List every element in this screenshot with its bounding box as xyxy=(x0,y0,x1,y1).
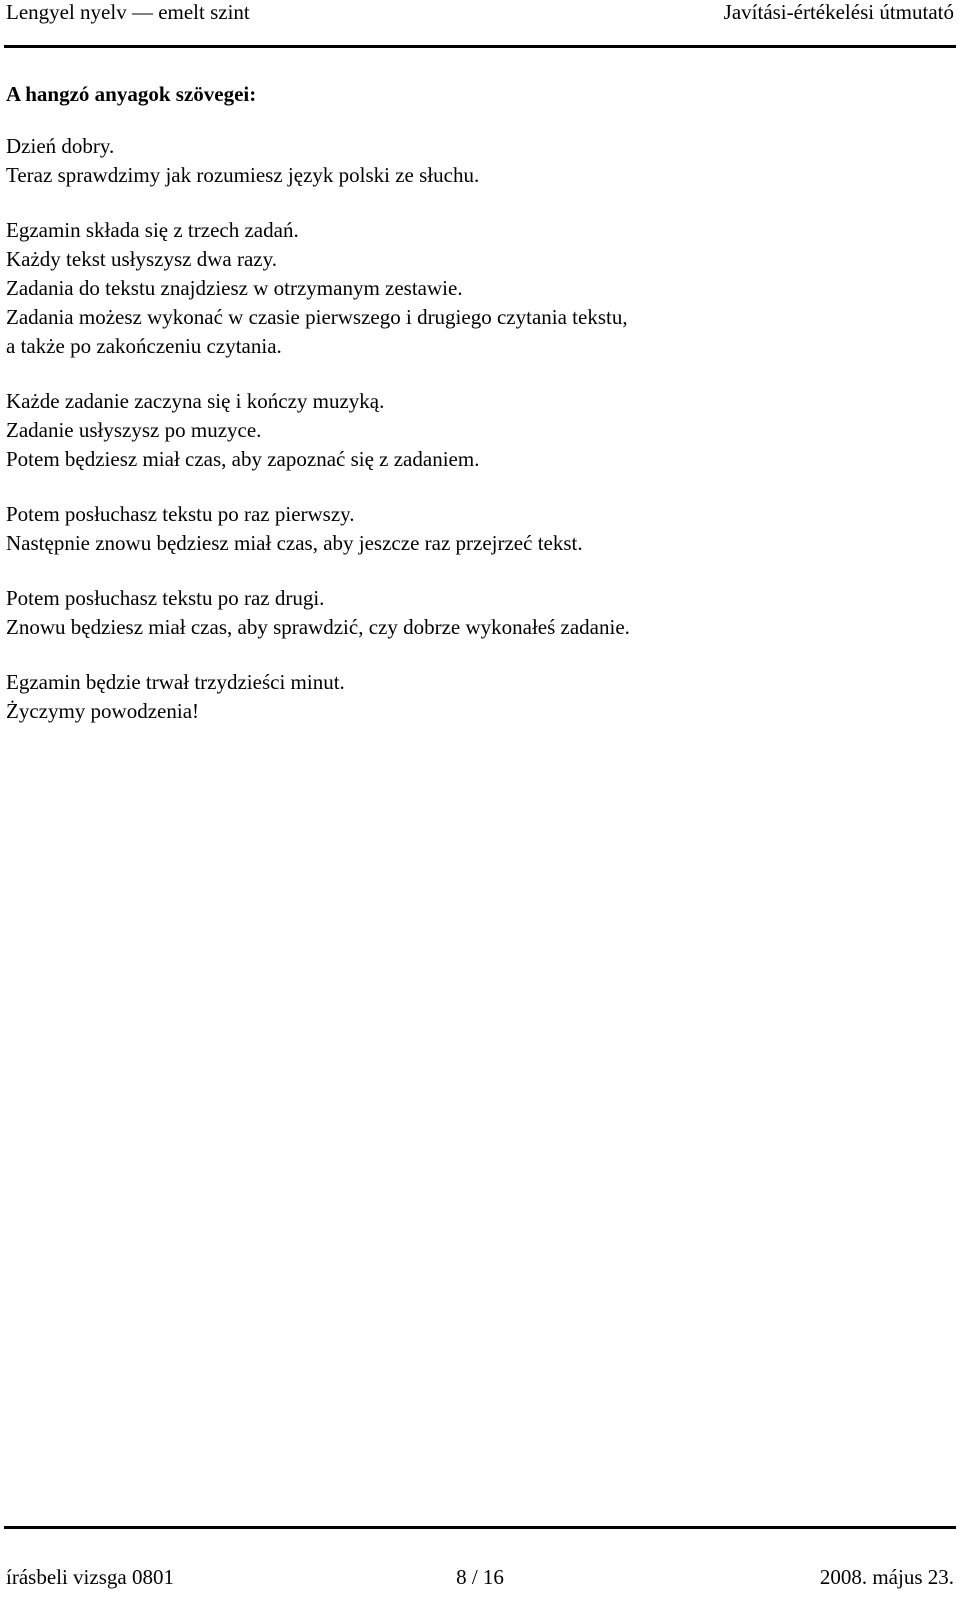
page-footer xyxy=(6,1565,954,1593)
section-heading: A hangzó anyagok szövegei: xyxy=(6,82,257,106)
text-line: Życzymy powodzenia! xyxy=(6,699,200,723)
paragraph-greeting xyxy=(6,132,946,190)
text-line: Następnie znowu będziesz miał czas, aby jeszcze raz przejrzeć tekst. xyxy=(6,531,583,555)
header-doc-type: Javítási-értékelési útmutató xyxy=(723,0,954,24)
text-line: Każdy tekst usłyszysz dwa razy. xyxy=(6,247,277,271)
text-line: Potem będziesz miał czas, aby zapoznać się z zadaniem. xyxy=(6,447,480,471)
footer-date: 2008. május 23. xyxy=(819,1565,954,1589)
text-line: a także po zakończeniu czytania. xyxy=(6,334,282,358)
text-line: Potem posłuchasz tekstu po raz drugi. xyxy=(6,586,325,610)
text-line: Egzamin składa się z trzech zadań. xyxy=(6,218,299,242)
footer-divider xyxy=(4,1526,956,1529)
paragraph-closing xyxy=(6,668,946,726)
text-line: Teraz sprawdzimy jak rozumiesz język polski ze słuchu. xyxy=(6,163,480,187)
text-line: Zadanie usłyszysz po muzyce. xyxy=(6,418,262,442)
header-divider xyxy=(4,45,956,48)
paragraph-first-listening xyxy=(6,500,946,558)
paragraph-exam-structure xyxy=(6,216,946,361)
page-number: 8 / 16 xyxy=(456,1565,504,1589)
footer-exam-code: írásbeli vizsga 0801 xyxy=(6,1565,174,1589)
text-line: Każde zadanie zaczyna się i kończy muzyką. xyxy=(6,389,385,413)
text-line: Potem posłuchasz tekstu po raz pierwszy. xyxy=(6,502,355,526)
text-line: Znowu będziesz miał czas, aby sprawdzić, czy dobrze wykonałeś zadanie. xyxy=(6,615,630,639)
text-line: Zadania do tekstu znajdziesz w otrzymanym zestawie. xyxy=(6,276,463,300)
header-subject: Lengyel nyelv — emelt szint xyxy=(6,0,250,24)
paragraph-second-listening xyxy=(6,584,946,642)
document-body xyxy=(6,80,946,752)
page-header xyxy=(6,0,954,30)
text-line: Zadania możesz wykonać w czasie pierwszego i drugiego czytania tekstu, xyxy=(6,305,628,329)
paragraph-music xyxy=(6,387,946,474)
text-line: Dzień dobry. xyxy=(6,134,115,158)
text-line: Egzamin będzie trwał trzydzieści minut. xyxy=(6,670,345,694)
